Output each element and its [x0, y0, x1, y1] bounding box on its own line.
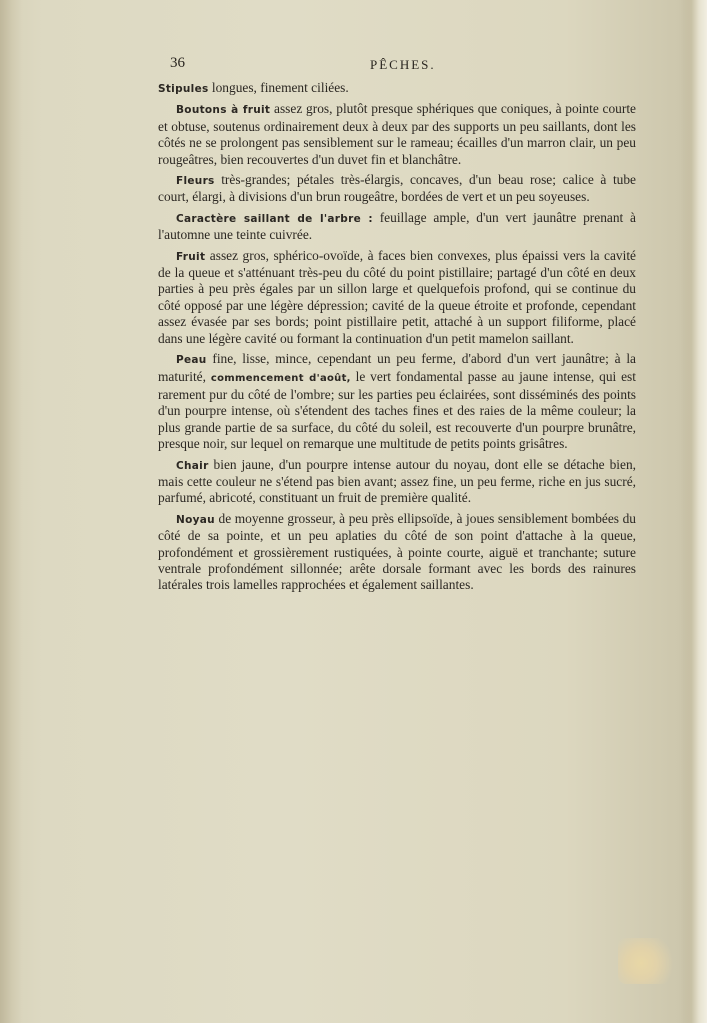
term-label: Chair [176, 459, 209, 472]
body-text [158, 80, 636, 598]
page-number: 36 [170, 55, 185, 71]
paragraph-text: assez gros, sphérico-ovoïde, à faces bien convexes, plus épaissi vers la cavité de la queue et s'atténuant très-peu du côté du point pistillaire; partagé d'un côté en deux parties à peu près égales par un sillon large et quelquefois profond, qui se continue du côté opposé par une légère dépression; cavité de la queue étroite et profonde, cependant assez évasée par ses bords; point pistillaire petit, attaché à un support filiforme, placé dans une légère cavité ou formant la continuation d'un petit mamelon saillant. [158, 247, 636, 346]
paragraph-text: assez gros, plutôt presque sphériques que coniques, à pointe courte et obtuse, soutenus ordinairement deux à deux par des supports un peu saillants, dont les côtés ne se prolongent pas sensiblement sur le rameau; écailles d'un marron clair, un peu rougeâtres, bien recouvertes d'un duvet fin et blanchâtre. [158, 101, 636, 167]
paragraph-text: feuillage ample, d'un vert jaunâtre prenant à l'automne une teinte cuivrée. [158, 209, 636, 243]
paragraph-peau [158, 351, 636, 452]
paragraph-text: le vert fondamental passe au jaune intense, qui est rarement pur du côté de l'ombre; sur les parties peu éclairées, sont disséminés des points d'un pourpre intense, où s'étendent des taches fines et des raies de la même couleur; la plus grande partie de sa surface, du côté du soleil, est recouverte d'un pourpre brunâtre, presque noir, sur lequel on remarque une multitude de petits points grisâtres. [158, 368, 636, 452]
library-stamp [618, 938, 676, 984]
paragraph-text: bien jaune, d'un pourpre intense autour du noyau, dont elle se détache bien, mais cette couleur ne s'étend pas bien avant; assez fine, un peu ferme, riche en jus sucré, parfumé, abricoté, constituant un fruit de première qualité. [158, 456, 636, 506]
running-title: PÊCHES. [370, 57, 436, 72]
paragraph-fruit [158, 248, 636, 347]
term-label: Fleurs [176, 175, 215, 188]
page-header [170, 55, 640, 77]
page-edge [681, 0, 707, 1023]
term-label: Boutons à fruit [176, 104, 271, 117]
term-label: Noyau [176, 513, 215, 526]
term-label: Peau [176, 354, 207, 367]
paragraph-text: longues, finement ciliées. [208, 80, 349, 95]
binding-shadow [0, 0, 22, 1023]
paragraph-boutons [158, 101, 636, 168]
term-label: Stipules [158, 83, 209, 95]
paragraph-caractere [158, 210, 636, 244]
paragraph-text: de moyenne grosseur, à peu près ellipsoïde, à joues sensiblement bombées du côté de sa pointe, et un peu aplaties du côté de son point d'attache à la queue, profondément et grossièrement rustiquées, à pointe courte, aiguë et tranchante; suture ventrale profondément sillonnée; arête dorsale formant avec les bords des rainures latérales trois lamelles rapprochées et également saillantes. [158, 510, 636, 593]
paragraph-noyau [158, 511, 636, 594]
paragraph-chair [158, 457, 636, 507]
term-label: Caractère saillant de l'arbre : [176, 212, 373, 225]
inline-term-label: commencement d'août, [210, 372, 351, 384]
term-label: Fruit [176, 250, 206, 263]
paragraph-text: fine, lisse, mince, cependant un peu ferme, d'abord d'un vert jaunâtre; à la maturité, [158, 351, 636, 384]
paragraph-stipules [158, 80, 636, 97]
paragraph-text: très-grandes; pétales très-élargis, concaves, d'un beau rose; calice à tube court, élargi, à divisions d'un brun rougeâtre, bordées de vert et un peu soyeuses. [158, 172, 636, 205]
paragraph-fleurs [158, 172, 636, 206]
